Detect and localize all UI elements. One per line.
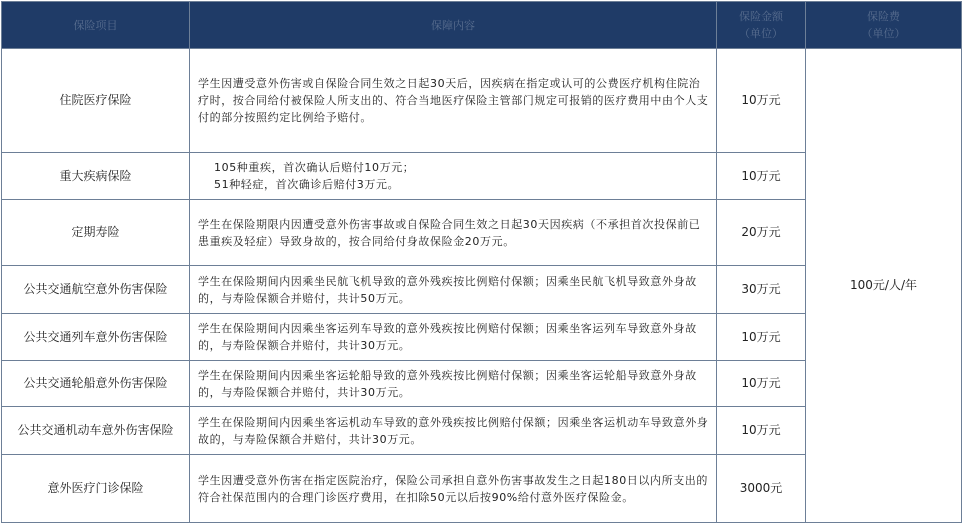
row-amount: 30万元: [717, 266, 806, 314]
row-name: 公共交通机动车意外伤害保险: [2, 407, 190, 455]
header-coverage: 保障内容: [190, 2, 717, 49]
row-description: 学生在保险期限内因遭受意外伤害事故或自保险合同生效之日起30天因疾病（不承担首次投保前已患重疾及轻症）导致身故的，按合同给付身故保险金20万元。: [190, 200, 717, 266]
row-amount: 10万元: [717, 361, 806, 407]
row-name: 公共交通轮船意外伤害保险: [2, 361, 190, 407]
row-amount: 10万元: [717, 407, 806, 455]
table-header-row: [2, 2, 962, 49]
header-sum-insured-unit: （单位）: [739, 27, 783, 40]
row-description: 学生因遭受意外伤害在指定医院治疗，保险公司承担自意外伤害事故发生之日起180日以内所支出的符合社保范围内的合理门诊医疗费用，在扣除50元以后按90%给付意外医疗保险金。: [190, 455, 717, 523]
row-amount: 3000元: [717, 455, 806, 523]
header-premium: [806, 2, 962, 49]
row-name: 住院医疗保险: [2, 49, 190, 153]
header-sum-insured-label: 保险金额: [739, 10, 783, 23]
row-description: 学生因遭受意外伤害或自保险合同生效之日起30天后，因疾病在指定或认可的公费医疗机构住院治疗时，按合同给付被保险人所支出的、符合当地医疗保险主管部门规定可报销的医疗费用中由个人支付的部分按照约定比例给予赔付。: [190, 49, 717, 153]
row-description-line: 51种轻症，首次确诊后赔付3万元。: [214, 178, 400, 191]
row-description: [190, 153, 717, 200]
header-sum-insured: [717, 2, 806, 49]
header-premium-label: 保险费: [867, 10, 900, 23]
header-premium-unit: （单位）: [861, 27, 906, 40]
row-amount: 10万元: [717, 153, 806, 200]
row-amount: 10万元: [717, 314, 806, 361]
insurance-table: [1, 1, 962, 523]
row-name: 重大疾病保险: [2, 153, 190, 200]
table-row: [2, 49, 962, 153]
row-name: 意外医疗门诊保险: [2, 455, 190, 523]
premium-cell: 100元/人/年: [806, 49, 962, 523]
row-amount: 10万元: [717, 49, 806, 153]
row-name: 公共交通列车意外伤害保险: [2, 314, 190, 361]
row-name: 定期寿险: [2, 200, 190, 266]
row-amount: 20万元: [717, 200, 806, 266]
row-description: 学生在保险期间内因乘坐民航飞机导致的意外残疾按比例赔付保额；因乘坐民航飞机导致意外身故的，与寿险保额合并赔付，共计50万元。: [190, 266, 717, 314]
header-insurance-item: 保险项目: [2, 2, 190, 49]
row-name: 公共交通航空意外伤害保险: [2, 266, 190, 314]
row-description-line: 105种重疾，首次确认后赔付10万元；: [214, 161, 415, 174]
row-description: 学生在保险期间内因乘坐客运列车导致的意外残疾按比例赔付保额；因乘坐客运列车导致意外身故的，与寿险保额合并赔付，共计30万元。: [190, 314, 717, 361]
row-description: 学生在保险期间内因乘坐客运机动车导致的意外残疾按比例赔付保额；因乘坐客运机动车导致意外身故的，与寿险保额合并赔付，共计30万元。: [190, 407, 717, 455]
row-description: 学生在保险期间内因乘坐客运轮船导致的意外残疾按比例赔付保额；因乘坐客运轮船导致意外身故的，与寿险保额合并赔付，共计30万元。: [190, 361, 717, 407]
